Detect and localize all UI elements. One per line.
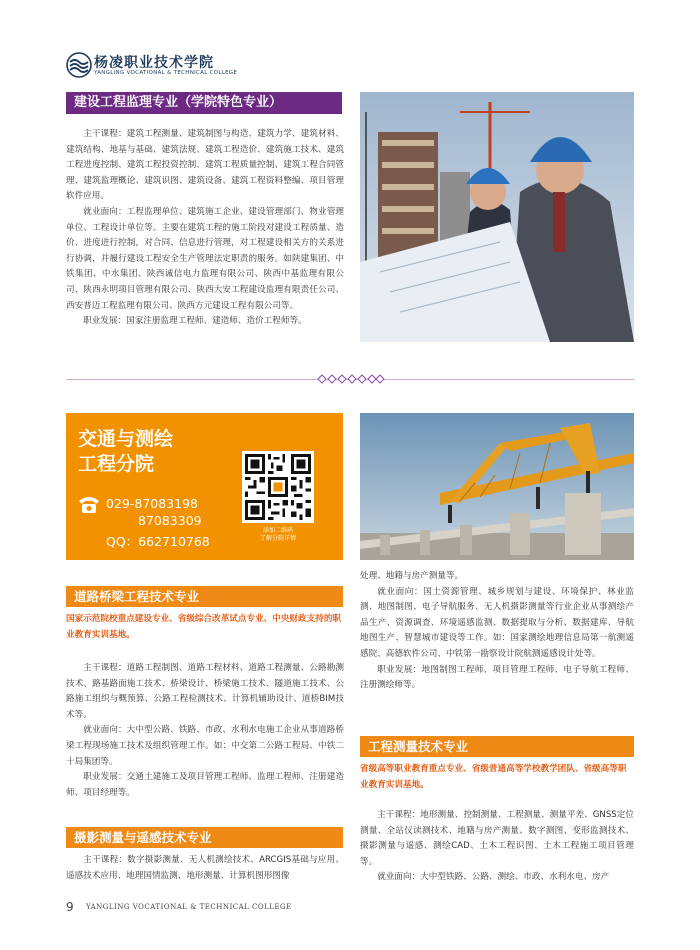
qr-code-icon: [242, 451, 314, 523]
section2-body: [66, 661, 344, 801]
division-name-line2: 工程分院: [78, 453, 155, 475]
section2-courses: 主干课程：道路工程制图、道路工程材料、道路工程测量、公路勘测技术、路基路面施工技术、桥梁设计、桥梁施工技术、隧道施工技术、公路施工组织与概预算、公路工程检测技术、计算机辅助设计、道桥BIM技术等。: [66, 663, 344, 720]
qr-caption: [242, 527, 314, 543]
section3-courses: 主干课程：数字摄影测量、无人机测绘技术、ARCGIS基础与应用、遥感技术应用、地理国情监测、地形测量、计算机图形图像: [66, 855, 344, 881]
telephone-icon: [76, 493, 102, 515]
phone-number-1: 029-87083198: [106, 496, 198, 511]
section4-highlight: 省级高等职业教育重点专业、省级普通高等学校教学团队、省级高等职业教育实训基地。: [360, 764, 627, 790]
school-name-cn: 杨凌职业技术学院: [94, 55, 214, 71]
section3-career: 职业发展：地图制图工程师、项目管理工程师、电子导航工程师、注册测绘师等。: [360, 664, 634, 691]
section4-courses: 主干课程：地形测量、控制测量、工程测量、测量平差、GNSS定位测量、全站仪读测技术、地籍与房产测量、数字测图、变形监测技术、摄影测量与遥感、测绘CAD、土木工程识图、土木工程施工项目管理等。: [360, 810, 634, 867]
footer-college-name: YANGLING VOCATIONAL & TECHNICAL COLLEGE: [86, 903, 292, 911]
bridge-construction-photo: [360, 413, 634, 560]
section2-employment: 就业面向：大中型公路、铁路、市政、水利水电施工企业从事道路桥梁工程现场施工技术及组织管理工作。如：中交第二公路工程局、中铁二十局集团等。: [66, 725, 344, 767]
section1-body: [66, 127, 344, 330]
divider-diamonds-icon: [314, 373, 386, 385]
section4-body: [360, 808, 634, 886]
section-title-photogrammetry: 摄影测量与遥感技术专业: [66, 827, 343, 848]
college-logo-icon: [66, 52, 92, 78]
section3-courses-continued: 处理、地籍与房产测量等。: [360, 571, 464, 581]
section-title-engineering-survey: 工程测量技术专业: [360, 736, 634, 757]
qr-caption-line1: 添加二维码: [262, 527, 293, 534]
section1-employment: 就业面向：工程监理单位、建筑施工企业、建设管理部门、物业管理单位、工程设计单位等。主要在建筑工程的施工阶段对建设工程质量、造价、进度进行控制，对合同、信息进行管理，对工程建设相关方的关系进行协调，并履行建设工程安全生产管理法定职责的服务。如陕建集团、中铁集团、中水集团、陕西诚信电力监理有限公司、陕西中基监理有限公司、陕西永明项目管理有限公司、陕西大安工程建设监理有限责任公司、西安普迈工程监理有限公司、陕西方元建设工程有限公司等。: [66, 206, 344, 311]
division-info-box: [66, 413, 343, 560]
division-name-line1: 交通与测绘: [78, 428, 174, 450]
section3-body: [66, 853, 344, 884]
section1-career: 职业发展：国家注册监理工程师、建造师、造价工程师等。: [83, 316, 307, 327]
school-name-en: YANGLING VOCATIONAL & TECHNICAL COLLEGE: [94, 70, 238, 76]
phone-number-2: 87083309: [138, 513, 202, 528]
right-column-body: [360, 569, 634, 694]
section1-courses: 主干课程：建筑工程测量、建筑制图与构造、建筑力学、建筑材料、建筑结构、地基与基础、建筑法规、建筑工程造价、建筑施工技术、建筑工程进度控制、建筑工程投资控制、建筑工程质量控制、建筑工程合同管理、建筑监理概论、建筑识图、建筑设备、建筑工程资料整编、项目管理软件应用。: [66, 129, 344, 202]
section2-highlight-box: [66, 612, 344, 643]
engineers-photo: [360, 92, 634, 342]
section2-career: 职业发展：交通土建施工及项目管理工程师、监理工程师、注册建造师、项目经理等。: [66, 772, 344, 798]
section4-highlight-box: [360, 762, 634, 793]
section3-employment: 就业面向：国土资源管理、城乡规划与建设、环境保护、林业监测、地图制图、电子导航服务、无人机摄影测量等行业企业从事测绘产品生产、资源调查、环境遥感监测、数据提取与分析、数据建库、导航地图生产、智慧城市建设等工作。如：国家测绘地理信息局第一航测遥感院、高德软件公司、中铁第一勘察设计院航测遥感设计处等。: [360, 586, 634, 659]
section2-highlight: 国家示范院校重点建设专业、省级综合改革试点专业、中央财政支持的职业教育实训基地。: [66, 614, 342, 640]
section-title-construction-supervision: 建设工程监理专业（学院特色专业）: [66, 92, 342, 114]
section4-employment: 就业面向：大中型铁路、公路、测绘、市政、水利水电、房产: [377, 872, 610, 883]
page-number: 9: [66, 900, 74, 914]
qq-number: QQ：662710768: [106, 534, 210, 549]
division-name: [78, 427, 173, 477]
qr-caption-line2: 了解分院详情: [259, 535, 296, 542]
section-title-road-bridge: 道路桥梁工程技术专业: [66, 586, 343, 607]
